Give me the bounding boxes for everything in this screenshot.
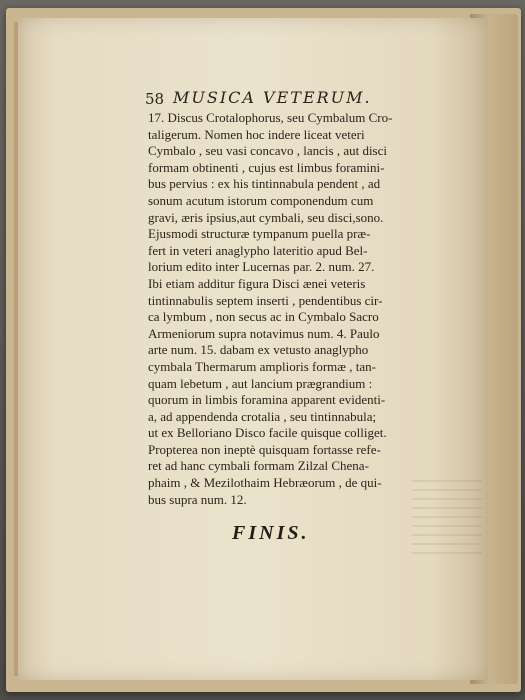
text-line: Armeniorum supra notavimus num. 4. Paulo (148, 325, 380, 341)
text-line: cymbala Thermarum amplioris formæ , tan- (148, 358, 376, 374)
text-line: quorum in limbis foramina apparent evidenti- (148, 392, 386, 408)
text-line: quam lebetum , aut lancium prægrandium : (148, 375, 373, 391)
text-line: bus supra num. 12. (148, 491, 247, 507)
text-line: tintinnabulis septem inserti , pendentibus cir- (148, 292, 383, 308)
text-line: bus pervius : ex his tintinnabula pendent , ad (148, 176, 381, 192)
finis-heading: FINIS. (232, 522, 310, 544)
text-line: Propterea non ineptè quisquam fortasse refe- (148, 441, 381, 457)
text-line: a, ad appendenda crotalia , seu tintinnabula; (148, 408, 377, 424)
text-line: Ejusmodi structuræ tympanum puella præ- (148, 226, 371, 242)
show-through-text (412, 480, 482, 558)
running-head: MUSICA VETERUM. (173, 88, 372, 107)
text-line: arte num. 15. dabam ex vetusto anaglypho (148, 342, 369, 358)
text-line: sonum acutum istorum componendum cum (148, 192, 374, 208)
text-line: gravi, æris ipsius,aut cymbali, seu disci,sono. (148, 209, 384, 225)
text-line: ca lymbum , non secus ac in Cymbalo Sacro (148, 309, 379, 325)
text-line: Ibi etiam additur figura Disci ænei veteris (148, 275, 366, 291)
text-line: 17. Discus Crotalophorus, seu Cymbalum Cro- (148, 110, 393, 125)
text-line: lorium edito inter Lucernas par. 2. num. 27. (148, 259, 375, 275)
page-header (145, 88, 385, 110)
text-line: phaim , & Mezilothaim Hebræorum , de qui- (148, 475, 382, 491)
text-line: ut ex Belloriano Disco facile quisque colliget. (148, 425, 387, 441)
page-number: 58 (145, 90, 165, 108)
text-line: Cymbalo , seu vasi concavo , lancis , aut disci (148, 143, 388, 159)
text-line: ret ad hanc cymbali formam Zilzal Chena- (148, 458, 369, 474)
body-text (148, 110, 434, 508)
text-line: taligerum. Nomen hoc indere liceat veteri (148, 126, 365, 142)
text-line: fert in veteri anaglypho lateritio apud Bel- (148, 242, 368, 258)
text-line: formam obtinenti , cujus est limbus foramini- (148, 159, 385, 175)
